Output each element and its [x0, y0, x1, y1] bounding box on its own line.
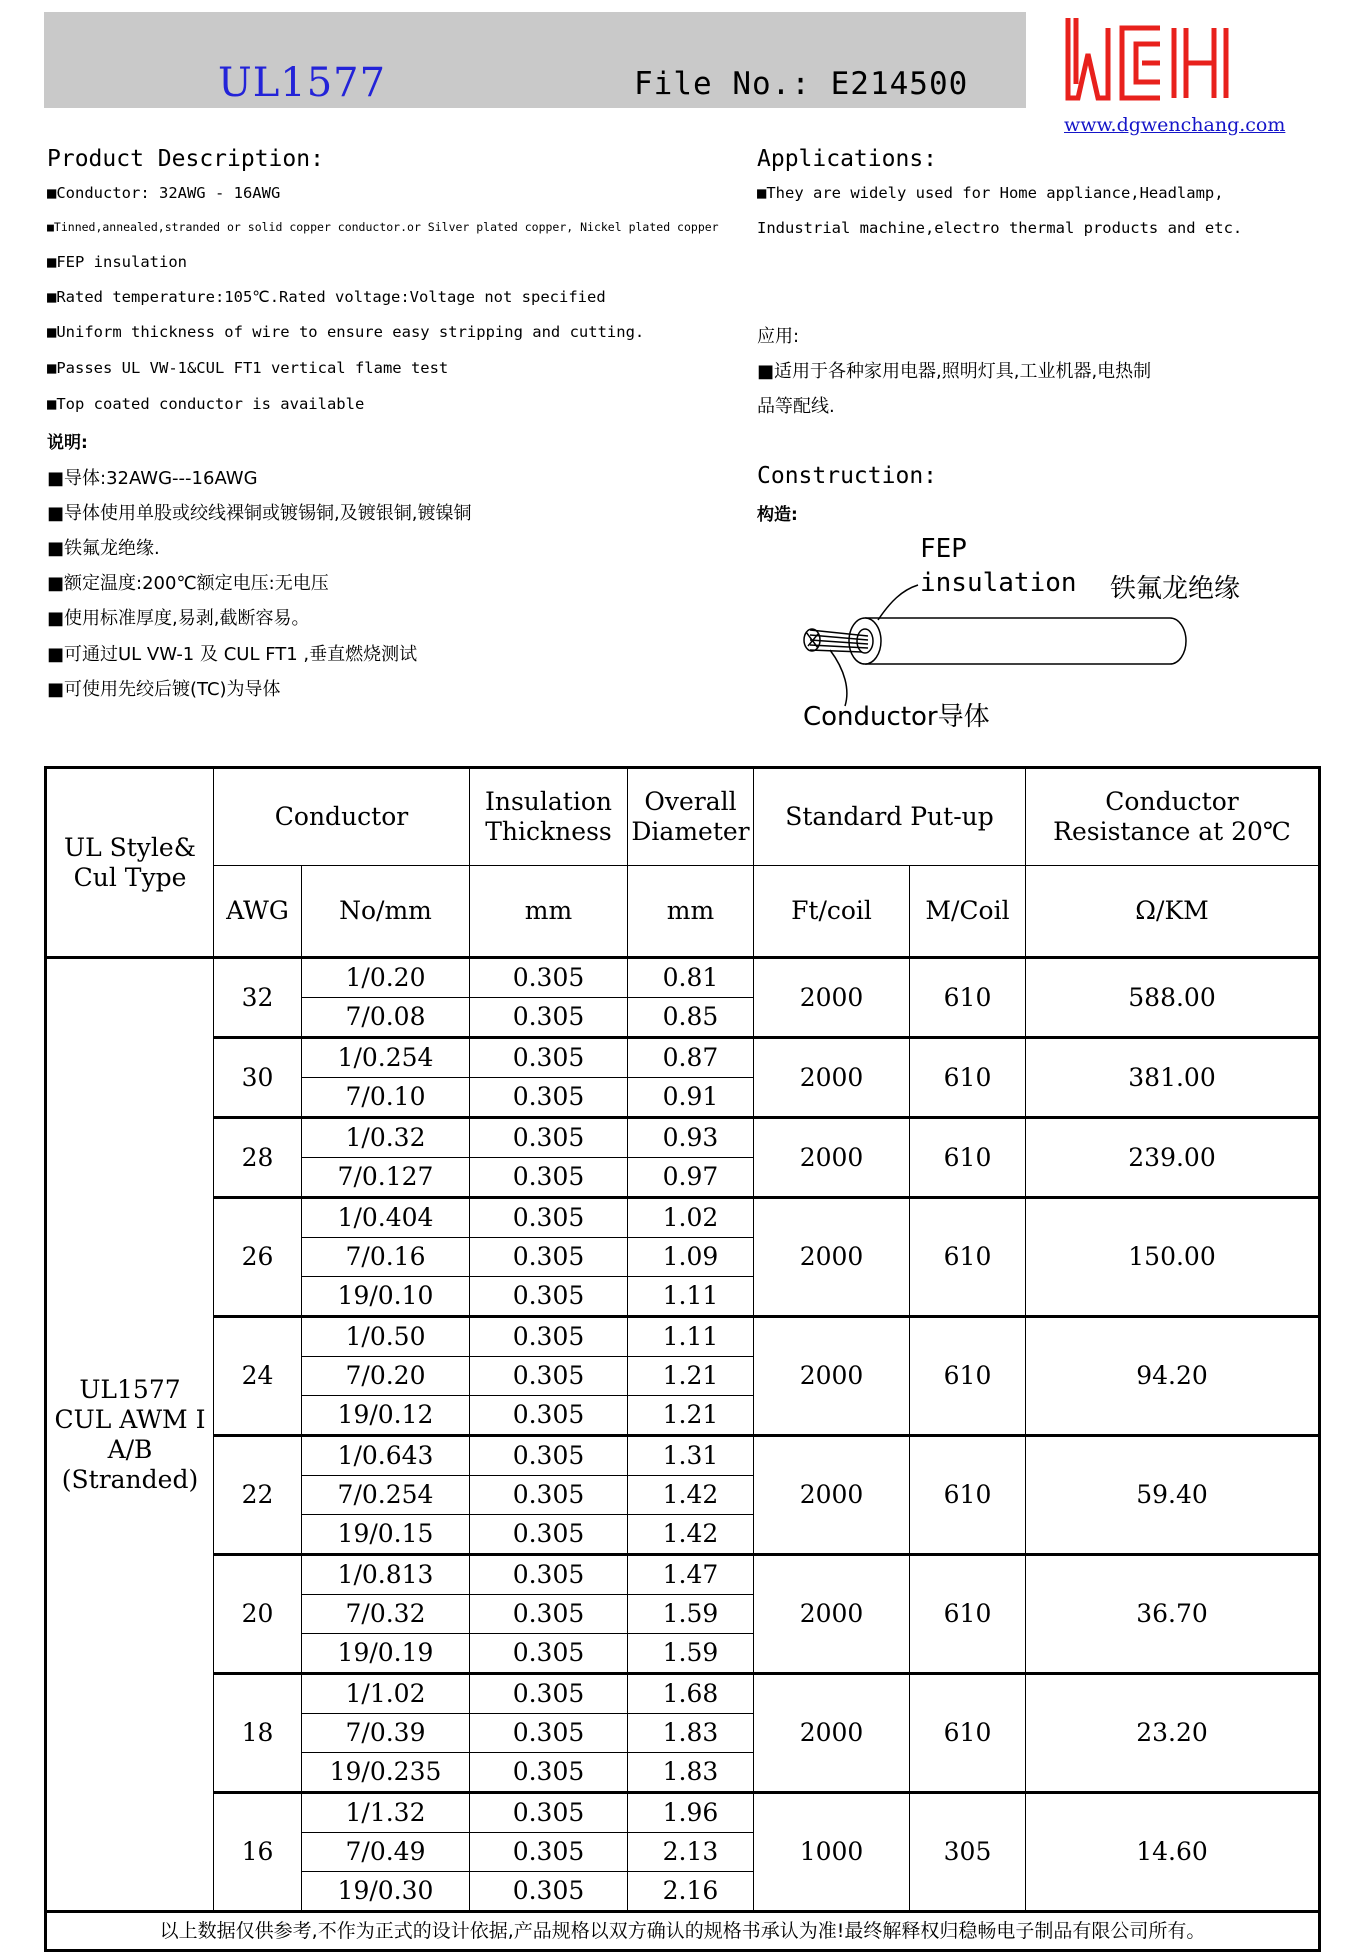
website-link[interactable]: www.dgwenchang.com: [1064, 114, 1286, 136]
table-row: [46, 958, 1320, 998]
insulation-cell: 0.305: [470, 1634, 628, 1674]
strand-cell: 7/0.20: [302, 1357, 470, 1396]
ft-coil-cell: 2000: [754, 1555, 910, 1674]
diameter-cell: 1.42: [628, 1515, 754, 1555]
resistance-cell: 14.60: [1026, 1793, 1320, 1912]
awg-cell: 20: [214, 1555, 302, 1674]
awg-cell: 18: [214, 1674, 302, 1793]
insulation-cell: 0.305: [470, 1436, 628, 1476]
table-row: [46, 1555, 1320, 1595]
desc-item: ■FEP insulation: [47, 253, 187, 271]
table-row: [46, 1118, 1320, 1158]
ft-coil-cell: 2000: [754, 1198, 910, 1317]
insulation-cell: 0.305: [470, 1793, 628, 1833]
insulation-cell: 0.305: [470, 1833, 628, 1872]
strand-cell: 1/1.32: [302, 1793, 470, 1833]
diameter-cell: 2.13: [628, 1833, 754, 1872]
insulation-cell: 0.305: [470, 998, 628, 1038]
strand-cell: 7/0.08: [302, 998, 470, 1038]
header-resistance-unit: Ω/KM: [1026, 866, 1320, 958]
header-style: UL Style& Cul Type: [46, 768, 214, 958]
strand-cell: 1/0.32: [302, 1118, 470, 1158]
diameter-cell: 2.16: [628, 1872, 754, 1912]
insulation-cell: 0.305: [470, 1118, 628, 1158]
table-row: [46, 1674, 1320, 1714]
insulation-cell: 0.305: [470, 1714, 628, 1753]
table-row: [46, 1436, 1320, 1476]
disclaimer-note: 以上数据仅供参考,不作为正式的设计依据,产品规格以双方确认的规格书承认为准!最终解释权归稳畅电子制品有限公司所有。: [46, 1912, 1320, 1951]
strand-cell: 1/0.813: [302, 1555, 470, 1595]
resistance-cell: 150.00: [1026, 1198, 1320, 1317]
diameter-cell: 0.87: [628, 1038, 754, 1078]
header-insulation-unit: mm: [470, 866, 628, 958]
diameter-cell: 0.85: [628, 998, 754, 1038]
awg-cell: 24: [214, 1317, 302, 1436]
m-coil-cell: 305: [910, 1793, 1026, 1912]
ft-coil-cell: 2000: [754, 958, 910, 1038]
m-coil-cell: 610: [910, 1317, 1026, 1436]
strand-cell: 1/0.643: [302, 1436, 470, 1476]
spec-table: [44, 766, 1321, 1952]
conductor-label: Conductor导体: [803, 702, 990, 732]
resistance-cell: 23.20: [1026, 1674, 1320, 1793]
desc-item: ■Uniform thickness of wire to ensure easy stripping and cutting.: [47, 323, 645, 341]
strand-cell: 19/0.235: [302, 1753, 470, 1793]
table-row: [46, 1317, 1320, 1357]
resistance-cell: 36.70: [1026, 1555, 1320, 1674]
insulation-cell: 0.305: [470, 1317, 628, 1357]
awg-cell: 28: [214, 1118, 302, 1198]
awg-cell: 32: [214, 958, 302, 1038]
awg-cell: 30: [214, 1038, 302, 1118]
diameter-cell: 1.31: [628, 1436, 754, 1476]
strand-cell: 19/0.10: [302, 1277, 470, 1317]
strand-cell: 7/0.39: [302, 1714, 470, 1753]
insulation-label: insulation: [920, 568, 1077, 598]
diameter-cell: 1.11: [628, 1317, 754, 1357]
model-title: UL1577: [218, 60, 387, 106]
diameter-cell: 1.83: [628, 1714, 754, 1753]
resistance-cell: 59.40: [1026, 1436, 1320, 1555]
applications-title: Applications:: [757, 146, 938, 172]
header-ft-coil: Ft/coil: [754, 866, 910, 958]
resistance-cell: 381.00: [1026, 1038, 1320, 1118]
ft-coil-cell: 2000: [754, 1317, 910, 1436]
cn-desc-item: ■导体:32AWG---16AWG: [47, 468, 258, 489]
diameter-cell: 1.83: [628, 1753, 754, 1793]
resistance-cell: 239.00: [1026, 1118, 1320, 1198]
diameter-cell: 1.59: [628, 1595, 754, 1634]
ft-coil-cell: 1000: [754, 1793, 910, 1912]
desc-item: ■Top coated conductor is available: [47, 395, 365, 413]
insulation-cell: 0.305: [470, 1078, 628, 1118]
strand-cell: 7/0.254: [302, 1476, 470, 1515]
insulation-cell: 0.305: [470, 1198, 628, 1238]
ft-coil-cell: 2000: [754, 1118, 910, 1198]
diameter-cell: 1.09: [628, 1238, 754, 1277]
insulation-cell: 0.305: [470, 1515, 628, 1555]
desc-item: ■Rated temperature:105℃.Rated voltage:Voltage not specified: [47, 288, 606, 306]
diameter-cell: 1.42: [628, 1476, 754, 1515]
strand-cell: 7/0.16: [302, 1238, 470, 1277]
cn-desc-item: ■铁氟龙绝缘.: [47, 538, 160, 559]
awg-cell: 16: [214, 1793, 302, 1912]
strand-cell: 19/0.30: [302, 1872, 470, 1912]
company-logo: [1062, 14, 1232, 104]
cn-description-title: 说明:: [47, 433, 88, 453]
cn-applications-title: 应用:: [757, 326, 800, 347]
insulation-cell: 0.305: [470, 1396, 628, 1436]
awg-cell: 22: [214, 1436, 302, 1555]
style-value-cell: UL1577 CUL AWM I A/B (Stranded): [46, 958, 214, 1912]
cn-desc-item: ■可通过UL VW-1 及 CUL FT1 ,垂直燃烧测试: [47, 644, 418, 665]
table-footer-row: [46, 1912, 1320, 1951]
strand-cell: 19/0.12: [302, 1396, 470, 1436]
insulation-cell: 0.305: [470, 1872, 628, 1912]
diameter-cell: 1.47: [628, 1555, 754, 1595]
desc-item: ■Conductor: 32AWG - 16AWG: [47, 184, 281, 202]
ft-coil-cell: 2000: [754, 1436, 910, 1555]
cn-desc-item: ■额定温度:200℃额定电压:无电压: [47, 573, 329, 594]
desc-item: ■Tinned,annealed,stranded or solid copper conductor.or Silver plated copper, Nickel plated copper: [47, 220, 719, 234]
insulation-cell: 0.305: [470, 1038, 628, 1078]
strand-cell: 7/0.127: [302, 1158, 470, 1198]
insulation-cell: 0.305: [470, 1158, 628, 1198]
insulation-cell: 0.305: [470, 1476, 628, 1515]
awg-cell: 26: [214, 1198, 302, 1317]
header-m-coil: M/Coil: [910, 866, 1026, 958]
m-coil-cell: 610: [910, 958, 1026, 1038]
cn-desc-item: ■导体使用单股或绞线裸铜或镀锡铜,及镀银铜,镀镍铜: [47, 503, 472, 524]
strand-cell: 1/0.50: [302, 1317, 470, 1357]
strand-cell: 19/0.19: [302, 1634, 470, 1674]
strand-cell: 1/0.254: [302, 1038, 470, 1078]
header-conductor: Conductor: [214, 768, 470, 866]
insulation-cell: 0.305: [470, 1357, 628, 1396]
strand-cell: 19/0.15: [302, 1515, 470, 1555]
header-resistance: Conductor Resistance at 20℃: [1026, 768, 1320, 866]
diameter-cell: 1.11: [628, 1277, 754, 1317]
m-coil-cell: 610: [910, 1436, 1026, 1555]
insulation-cell: 0.305: [470, 1238, 628, 1277]
diameter-cell: 0.93: [628, 1118, 754, 1158]
m-coil-cell: 610: [910, 1118, 1026, 1198]
strand-cell: 7/0.49: [302, 1833, 470, 1872]
insulation-cell: 0.305: [470, 1555, 628, 1595]
fep-label: FEP: [920, 534, 967, 564]
ft-coil-cell: 2000: [754, 1674, 910, 1793]
file-number: File No.: E214500: [634, 66, 969, 102]
strand-cell: 7/0.32: [302, 1595, 470, 1634]
wire-construction-diagram: [790, 520, 1290, 740]
header-overall-diameter: Overall Diameter: [628, 768, 754, 866]
strand-cell: 1/1.02: [302, 1674, 470, 1714]
cn-desc-item: ■可使用先绞后镀(TC)为导体: [47, 679, 281, 700]
header-standard-putup: Standard Put-up: [754, 768, 1026, 866]
product-description-title: Product Description:: [47, 146, 324, 172]
insulation-cell: 0.305: [470, 1595, 628, 1634]
table-row: [46, 1793, 1320, 1833]
diameter-cell: 1.21: [628, 1357, 754, 1396]
cn-application-line: ■适用于各种家用电器,照明灯具,工业机器,电热制: [757, 361, 1152, 382]
header-awg: AWG: [214, 866, 302, 958]
diameter-cell: 1.68: [628, 1674, 754, 1714]
cn-application-line: 品等配线.: [757, 396, 835, 417]
header-nomm: No/mm: [302, 866, 470, 958]
insulation-cn-label: 铁氟龙绝缘: [1110, 574, 1241, 604]
diameter-cell: 0.97: [628, 1158, 754, 1198]
diameter-cell: 1.21: [628, 1396, 754, 1436]
header-diameter-unit: mm: [628, 866, 754, 958]
strand-cell: 7/0.10: [302, 1078, 470, 1118]
strand-cell: 1/0.20: [302, 958, 470, 998]
table-row: [46, 1198, 1320, 1238]
diameter-cell: 0.81: [628, 958, 754, 998]
ft-coil-cell: 2000: [754, 1038, 910, 1118]
insulation-cell: 0.305: [470, 1753, 628, 1793]
diameter-cell: 1.59: [628, 1634, 754, 1674]
m-coil-cell: 610: [910, 1555, 1026, 1674]
table-row: [46, 1038, 1320, 1078]
resistance-cell: 588.00: [1026, 958, 1320, 1038]
m-coil-cell: 610: [910, 1674, 1026, 1793]
cn-construction-title: 构造:: [757, 505, 798, 525]
cn-desc-item: ■使用标准厚度,易剥,截断容易。: [47, 608, 310, 629]
construction-title: Construction:: [757, 463, 938, 489]
insulation-cell: 0.305: [470, 958, 628, 998]
insulation-cell: 0.305: [470, 1277, 628, 1317]
application-line: ■They are widely used for Home appliance,Headlamp,: [757, 184, 1224, 202]
diameter-cell: 1.02: [628, 1198, 754, 1238]
insulation-cell: 0.305: [470, 1674, 628, 1714]
m-coil-cell: 610: [910, 1198, 1026, 1317]
strand-cell: 1/0.404: [302, 1198, 470, 1238]
desc-item: ■Passes UL VW-1&CUL FT1 vertical flame test: [47, 359, 449, 377]
diameter-cell: 0.91: [628, 1078, 754, 1118]
resistance-cell: 94.20: [1026, 1317, 1320, 1436]
application-line: Industrial machine,electro thermal products and etc.: [757, 219, 1243, 237]
diameter-cell: 1.96: [628, 1793, 754, 1833]
m-coil-cell: 610: [910, 1038, 1026, 1118]
header-insulation: Insulation Thickness: [470, 768, 628, 866]
